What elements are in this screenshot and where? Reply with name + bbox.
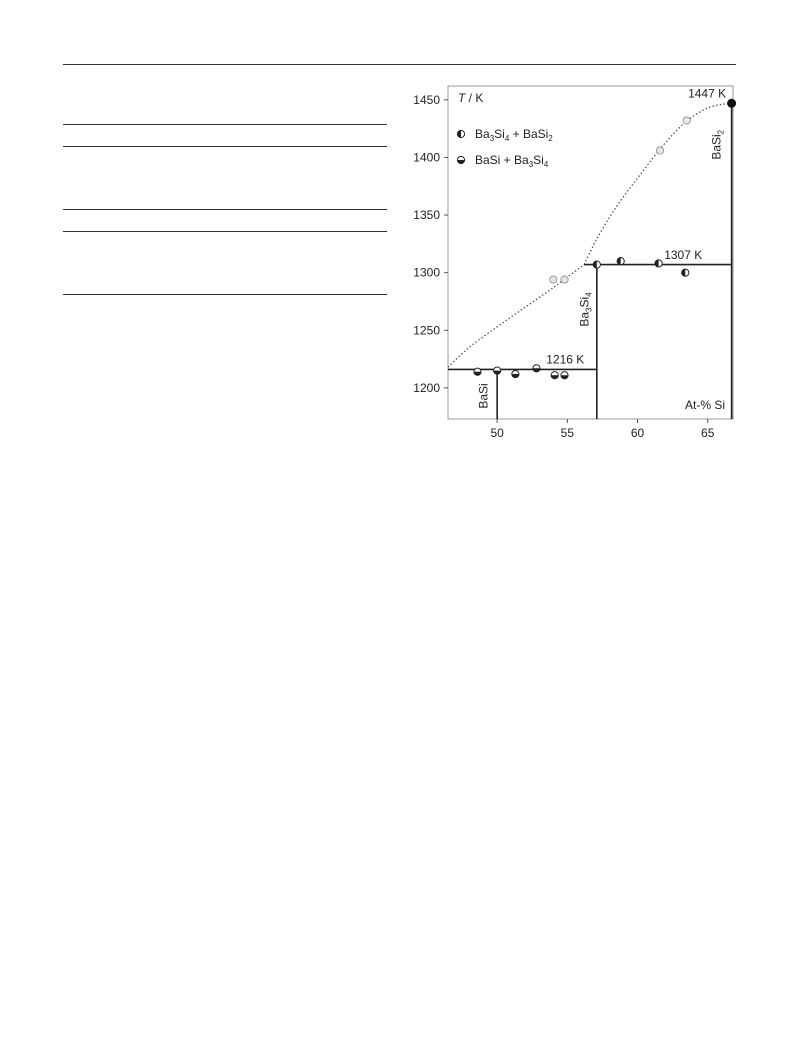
table2-header-rule (63, 231, 387, 232)
page-header-rule (63, 64, 736, 65)
legend-marker (457, 130, 464, 137)
data-point (512, 370, 519, 377)
phase-label: BaSi$_2$ (709, 129, 726, 160)
y-tick-label: 1450 (413, 92, 440, 107)
table-bottom-rule (63, 294, 387, 295)
y-axis-label: T / K (458, 91, 484, 105)
legend-marker (457, 156, 464, 163)
data-point (494, 367, 501, 374)
marker-circle (728, 99, 736, 107)
data-point (550, 276, 557, 283)
data-point (655, 260, 662, 267)
data-point (551, 372, 558, 379)
table1-header-rule (63, 146, 387, 147)
data-point (617, 258, 624, 265)
x-tick-label: 60 (630, 426, 645, 440)
data-point (593, 261, 600, 268)
data-point (682, 269, 689, 276)
liquidus-curve (584, 103, 731, 264)
y-tick-label: 1300 (413, 265, 440, 280)
phase-diagram-chart (405, 82, 750, 454)
data-point (656, 147, 663, 154)
y-tick-label: 1350 (413, 208, 440, 223)
data-point (683, 117, 690, 124)
marker-circle (561, 276, 568, 283)
data-point (561, 276, 568, 283)
marker-circle (683, 117, 690, 124)
data-point (474, 368, 481, 375)
temperature-annotation: 1307 K (664, 247, 703, 262)
temperature-annotation: 1447 K (688, 86, 727, 101)
x-tick-label: 65 (701, 426, 715, 440)
temperature-annotation: 1216 K (546, 352, 585, 367)
phase-label: BaSi (476, 383, 491, 409)
phase-label: $Ba_3Si_4$ (577, 292, 594, 327)
x-axis-label: At-% Si (684, 398, 725, 412)
marker-circle (656, 147, 663, 154)
y-tick-label: 1200 (413, 380, 440, 395)
data-point (728, 99, 736, 107)
y-tick-label: 1400 (413, 150, 440, 165)
legend-entry: BaSi + $Ba_3Si_4$ (475, 153, 549, 169)
data-point (561, 372, 568, 379)
legend-entry: $Ba_3Si_4$ + BaSi$_2$ (475, 127, 553, 143)
table1-top-rule (63, 124, 387, 125)
table2-top-rule (63, 209, 387, 210)
x-tick-label: 50 (490, 426, 504, 440)
data-point (533, 365, 540, 372)
x-tick-label: 55 (560, 426, 575, 440)
y-tick-label: 1250 (413, 323, 440, 338)
marker-circle (550, 276, 557, 283)
